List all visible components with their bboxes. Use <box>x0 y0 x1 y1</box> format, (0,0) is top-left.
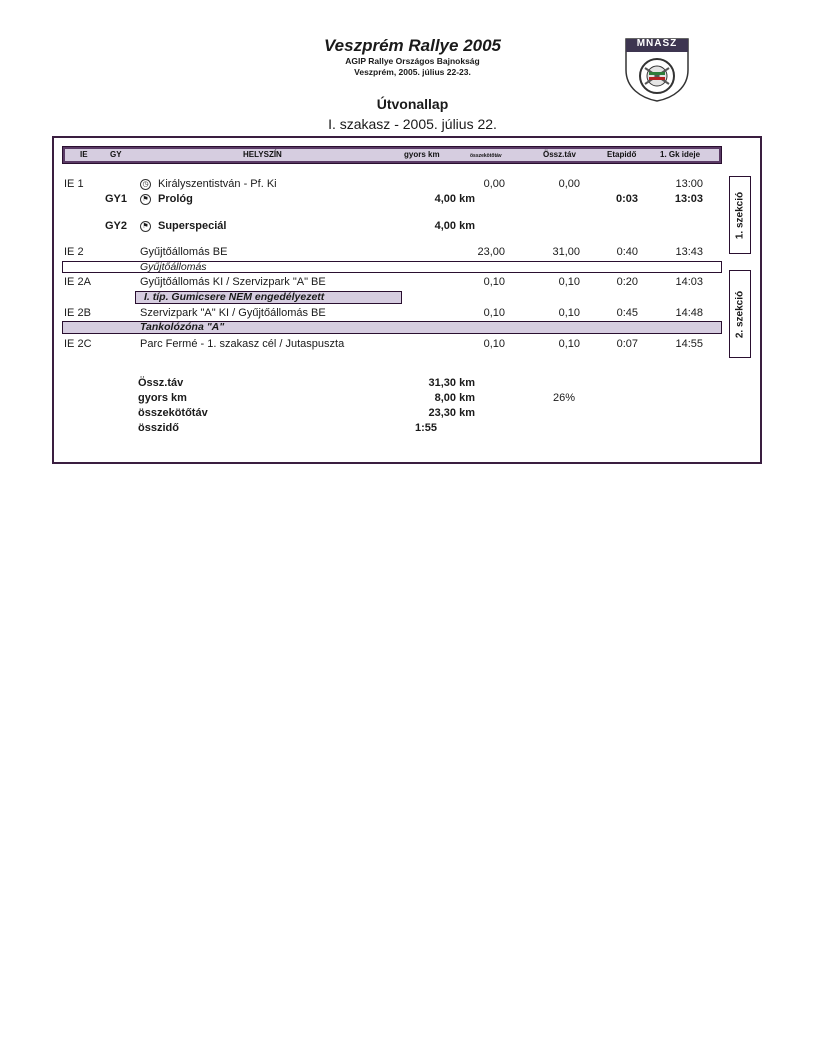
ie2a-code: IE 2A <box>64 276 91 288</box>
gy2-place: Superspeciál <box>158 220 227 232</box>
gy1-ido: 13:03 <box>674 193 703 205</box>
ie2-code: IE 2 <box>64 246 84 258</box>
ie2-osszekoto: 23,00 <box>477 246 505 258</box>
total-value-ossztav: 31,30 km <box>428 377 475 389</box>
section-2-box <box>729 270 751 358</box>
tire-change-note: I. típ. Gumicsere NEM engedélyezett <box>144 291 325 303</box>
gy1-code: GY1 <box>105 193 128 205</box>
col-osszekototav: összekötőtáv <box>470 153 502 159</box>
total-value-osszido: 1:55 <box>415 422 438 434</box>
ie1-ido: 13:00 <box>675 178 703 190</box>
ie2c-ossztav: 0,10 <box>558 338 580 350</box>
flag-icon: ⚑ <box>140 194 151 205</box>
ie1-ossztav: 0,00 <box>558 178 580 190</box>
date-subtitle: Veszprém, 2005. július 22-23. <box>354 67 471 77</box>
ie2c-osszekoto: 0,10 <box>483 338 505 350</box>
championship-subtitle: AGIP Rallye Országos Bajnokság <box>345 56 480 66</box>
ie2a-osszekoto: 0,10 <box>483 276 505 288</box>
section-2-label: 2. szekció <box>734 290 746 339</box>
ie2c-ido: 14:55 <box>675 338 703 350</box>
gy2-gyors: 4,00 km <box>434 220 475 232</box>
gy2-code: GY2 <box>105 220 128 232</box>
ie2b-code: IE 2B <box>64 307 91 319</box>
ie2a-etap: 0:20 <box>616 276 638 288</box>
ie1-code: IE 1 <box>64 178 84 190</box>
ie2a-ido: 14:03 <box>675 276 703 288</box>
ie2-place: Gyűjtőállomás BE <box>140 246 228 258</box>
logo-text: MNASZ <box>636 38 678 49</box>
ie2-etap: 0:40 <box>616 246 638 258</box>
refuel-zone-label: Tankolózóna "A" <box>140 321 225 333</box>
section-1-label: 1. szekció <box>734 191 746 240</box>
total-label-ossztav: Össz.táv <box>138 377 184 389</box>
clock-icon: ◷ <box>140 179 151 190</box>
ie2a-place: Gyűjtőállomás KI / Szervizpark "A" BE <box>140 276 326 288</box>
col-ie: IE <box>80 150 88 159</box>
collection-band-label: Gyűjtőállomás <box>140 261 207 273</box>
total-value-osszekoto: 23,30 km <box>428 407 475 419</box>
col-etapido: Etapidő <box>607 150 637 159</box>
col-gy: GY <box>110 150 122 159</box>
ie2c-code: IE 2C <box>64 338 92 350</box>
total-value-gyors: 8,00 km <box>434 392 475 404</box>
ie2b-osszekoto: 0,10 <box>483 307 505 319</box>
ie1-place: Királyszentistván - Pf. Ki <box>158 178 277 190</box>
flag-icon: ⚑ <box>140 221 151 232</box>
ie2c-place: Parc Fermé - 1. szakasz cél / Jutaspuszta <box>140 338 345 350</box>
stage-label: I. szakasz - 2005. július 22. <box>328 116 497 132</box>
ie2a-ossztav: 0,10 <box>558 276 580 288</box>
col-gyors-km: gyors km <box>404 150 440 159</box>
route-title: Útvonallap <box>376 96 449 112</box>
col-helyszin: HELYSZÍN <box>243 150 282 159</box>
ie2b-ido: 14:48 <box>675 307 703 319</box>
col-gk-ideje: 1. Gk ideje <box>660 150 701 159</box>
gy1-etap: 0:03 <box>615 193 638 205</box>
speed-percentage: 26% <box>553 392 576 404</box>
ie2-ido: 13:43 <box>675 246 703 258</box>
ie2c-etap: 0:07 <box>616 338 638 350</box>
total-label-osszido: összidő <box>138 422 179 434</box>
col-ossztav: Össz.táv <box>543 150 576 159</box>
ie2-ossztav: 31,00 <box>552 246 580 258</box>
ie2b-etap: 0:45 <box>616 307 638 319</box>
total-label-gyors: gyors km <box>138 392 187 404</box>
ie2b-ossztav: 0,10 <box>558 307 580 319</box>
total-label-osszekoto: összekötőtáv <box>138 407 208 419</box>
gy1-place: Prológ <box>158 193 193 205</box>
document-title: Veszprém Rallye 2005 <box>323 36 502 55</box>
gy1-gyors: 4,00 km <box>434 193 475 205</box>
section-1-box <box>729 176 751 254</box>
ie1-osszekoto: 0,00 <box>483 178 505 190</box>
ie2b-place: Szervizpark "A" KI / Gyűjtőállomás BE <box>140 307 326 319</box>
